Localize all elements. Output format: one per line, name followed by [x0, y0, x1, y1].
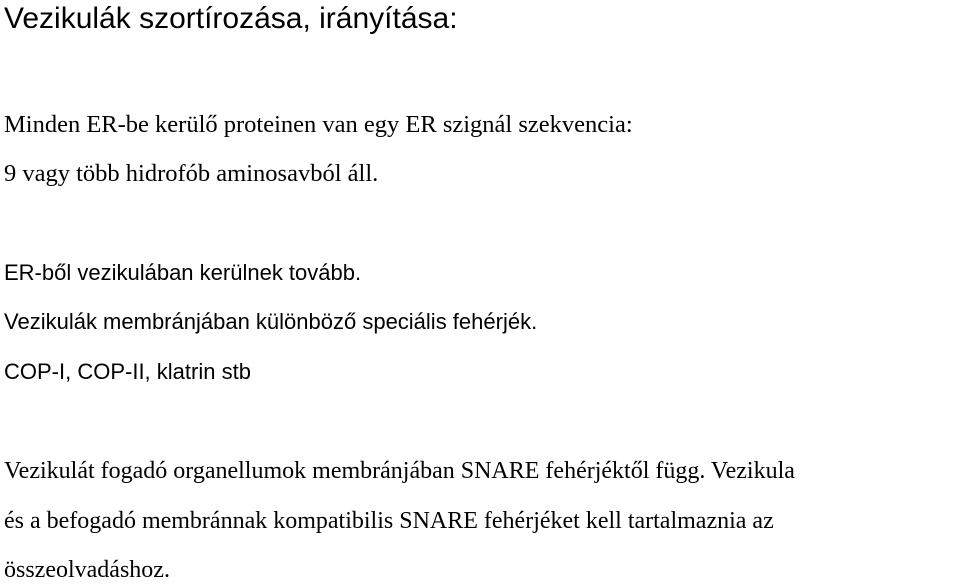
- text-line-er-signal: Minden ER-be kerülő proteinen van egy ER szignál szekvencia:: [4, 111, 633, 138]
- text-line-snare-2: és a befogadó membránnak kompatibilis SNARE fehérjéket kell tartalmaznia az: [4, 508, 774, 534]
- text-line-snare-3: összeolvadáshoz.: [4, 557, 170, 583]
- text-line-snare-1: Vezikulát fogadó organellumok membránjában SNARE fehérjéktől függ. Vezikula: [4, 458, 795, 484]
- text-line-membrane-proteins: Vezikulák membránjában különböző speciális fehérjék.: [4, 309, 538, 334]
- document-title: Vezikulák szortírozása, irányítása:: [4, 2, 458, 35]
- text-line-hydrophobic: 9 vagy több hidrofób aminosavból áll.: [4, 160, 379, 187]
- text-line-er-vesicle: ER-ből vezikulában kerülnek tovább.: [4, 260, 362, 285]
- text-line-cop-clathrin: COP-I, COP-II, klatrin stb: [4, 359, 251, 384]
